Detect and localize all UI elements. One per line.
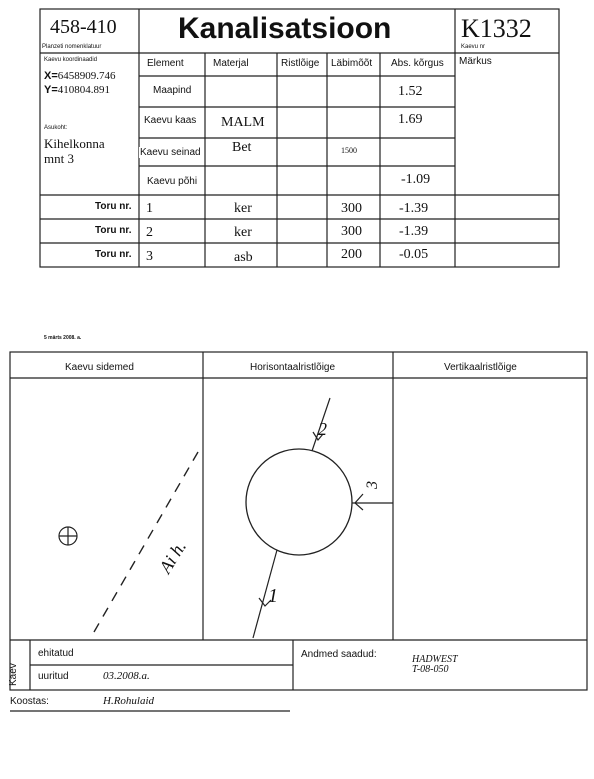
x-value: 6458909.746 <box>57 70 116 82</box>
pipe-label-1: Toru nr. <box>95 201 132 212</box>
compiler-value: H.Rohulaid <box>103 695 155 707</box>
street-edge-line <box>94 452 198 632</box>
built-label: ehitatud <box>38 648 74 659</box>
col-header-remark: Märkus <box>459 56 492 67</box>
row-height-maapind: 1.52 <box>398 84 423 99</box>
well-number: K1332 <box>461 14 532 43</box>
row-material-seinad: Bet <box>232 140 252 155</box>
location-line1: Kihelkonna <box>44 136 105 151</box>
diagram-col-sidemed: Kaevu sidemed <box>65 362 134 373</box>
surveyed-label: uuritud <box>38 671 69 682</box>
diagram-col-vertikaal: Vertikaalristlõige <box>444 362 517 373</box>
pipe-material-3: asb <box>234 250 253 265</box>
row-diameter-seinad: 1500 <box>341 146 357 155</box>
x-prefix: X= <box>44 70 58 82</box>
pipe-label-hand-1: 1 <box>268 585 278 607</box>
col-header-element: Element <box>147 58 184 69</box>
diagram-col-horisontaal: Horisontaalristlõige <box>250 362 336 373</box>
row-height-kaas: 1.69 <box>398 112 423 127</box>
pipe-diameter-3: 200 <box>341 247 362 262</box>
surveyed-value: 03.2008.a. <box>103 670 150 682</box>
location-line2: mnt 3 <box>44 151 74 166</box>
data-source-value2: T-08-050 <box>412 664 449 675</box>
row-element-kaas: Kaevu kaas <box>144 115 197 126</box>
date-note: 5 märts 2008. a. <box>44 335 82 341</box>
col-header-material: Materjal <box>213 58 249 69</box>
location-label: Asukoht: <box>44 125 68 131</box>
pipe-diameter-1: 300 <box>341 201 362 216</box>
data-source-value1: HADWEST <box>412 654 458 665</box>
row-element-pohi: Kaevu põhi <box>147 176 198 187</box>
pipe-arrows <box>259 432 363 606</box>
pipe-height-2: -1.39 <box>399 224 429 239</box>
pipe-height-3: -0.05 <box>399 247 429 262</box>
y-value: 410804.891 <box>57 84 111 96</box>
pipe-material-1: ker <box>234 201 252 216</box>
pipe-nr-1: 1 <box>146 201 153 216</box>
row-element-maapind: Maapind <box>153 85 192 96</box>
pipe-label-3: Toru nr. <box>95 249 132 260</box>
planzet-label: Planzeti nomenklatuur <box>42 44 102 50</box>
row-element-seinad: Kaevu seinad <box>140 147 201 158</box>
pipe-nr-2: 2 <box>146 225 153 240</box>
manhole-symbol <box>59 527 77 545</box>
col-header-cross: Ristlõige <box>281 58 320 69</box>
well-label: Kaevu nr <box>461 44 486 50</box>
well-circle <box>246 449 352 555</box>
pipe-label-2: Toru nr. <box>95 225 132 236</box>
col-header-diameter: Läbimõõt <box>331 58 373 69</box>
row-material-kaas: MALM <box>221 115 265 130</box>
footer-side-label: Kaev <box>8 663 19 686</box>
compiler-label: Koostas: <box>10 696 49 707</box>
pipe-nr-3: 3 <box>146 249 153 264</box>
data-source-label: Andmed saadud: <box>301 649 377 660</box>
row-height-pohi: -1.09 <box>401 172 431 187</box>
pipe-diameter-2: 300 <box>341 224 362 239</box>
street-handwriting: Ai h. <box>155 537 190 577</box>
pipe-material-2: ker <box>234 225 252 240</box>
coord-label: Kaevu koordinaadid <box>44 57 98 63</box>
pipe-label-hand-2: 2 <box>318 419 327 439</box>
col-header-height: Abs. kõrgus <box>391 58 444 69</box>
pipe-height-1: -1.39 <box>399 201 429 216</box>
pipe-label-hand-3: 3 <box>364 481 381 489</box>
page-title: Kanalisatsioon <box>178 12 392 45</box>
planzet-number: 458-410 <box>50 16 117 38</box>
y-prefix: Y= <box>44 84 58 96</box>
